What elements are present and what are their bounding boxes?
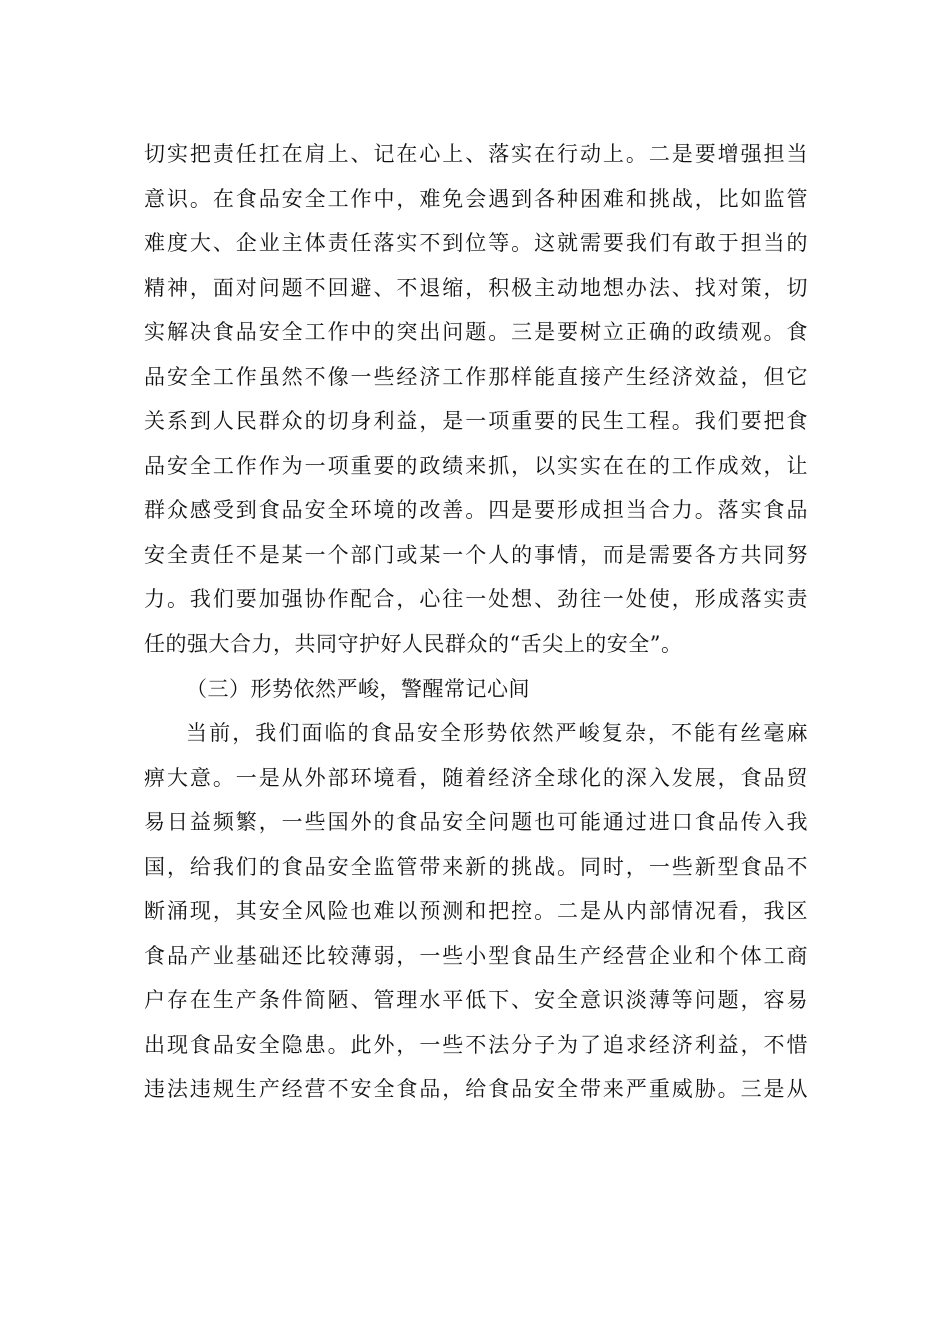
text-line: 当前，我们面临的食品安全形势依然严峻复杂，不能有丝毫麻 [186, 721, 808, 746]
text-line: 力。我们要加强协作配合，心往一处想、劲往一处使，形成落实责 [144, 587, 808, 612]
text-line: 关系到人民群众的切身利益，是一项重要的民生工程。我们要把食 [144, 409, 808, 434]
text-line: 痹大意。一是从外部环境看，随着经济全球化的深入发展，食品贸 [144, 765, 808, 790]
text-line: 实解决食品安全工作中的突出问题。三是要树立正确的政绩观。食 [144, 320, 808, 345]
text-line: 户存在生产条件简陋、管理水平低下、安全意识淡薄等问题，容易 [144, 988, 808, 1013]
text-line: 易日益频繁，一些国外的食品安全问题也可能通过进口食品传入我 [144, 810, 808, 835]
text-line: 品安全工作虽然不像一些经济工作那样能直接产生经济效益，但它 [144, 364, 808, 389]
text-line: 违法违规生产经营不安全食品，给食品安全带来严重威胁。三是从 [144, 1077, 808, 1102]
text-line: 出现食品安全隐患。此外，一些不法分子为了追求经济利益，不惜 [144, 1032, 808, 1057]
text-line: 切实把责任扛在肩上、记在心上、落实在行动上。二是要增强担当 [144, 142, 808, 166]
body-text [144, 132, 808, 1112]
section-heading: （三）形势依然严峻，警醒常记心间 [186, 676, 530, 701]
text-line: 食品产业基础还比较薄弱，一些小型食品生产经营企业和个体工商 [144, 943, 808, 968]
text-line: 任的强大合力，共同守护好人民群众的“舌尖上的安全”。 [144, 632, 683, 657]
text-line: 品安全工作作为一项重要的政绩来抓，以实实在在的工作成效，让 [144, 453, 808, 478]
text-line: 断涌现，其安全风险也难以预测和把控。二是从内部情况看，我区 [144, 899, 808, 924]
text-line: 精神，面对问题不回避、不退缩，积极主动地想办法、找对策，切 [144, 275, 808, 300]
text-line: 意识。在食品安全工作中，难免会遇到各种困难和挑战，比如监管 [144, 186, 808, 211]
text-line: 国，给我们的食品安全监管带来新的挑战。同时，一些新型食品不 [144, 854, 808, 879]
text-line: 群众感受到食品安全环境的改善。四是要形成担当合力。落实食品 [144, 498, 808, 523]
text-line: 难度大、企业主体责任落实不到位等。这就需要我们有敢于担当的 [144, 231, 808, 256]
text-line: 安全责任不是某一个部门或某一个人的事情，而是需要各方共同努 [144, 542, 808, 567]
